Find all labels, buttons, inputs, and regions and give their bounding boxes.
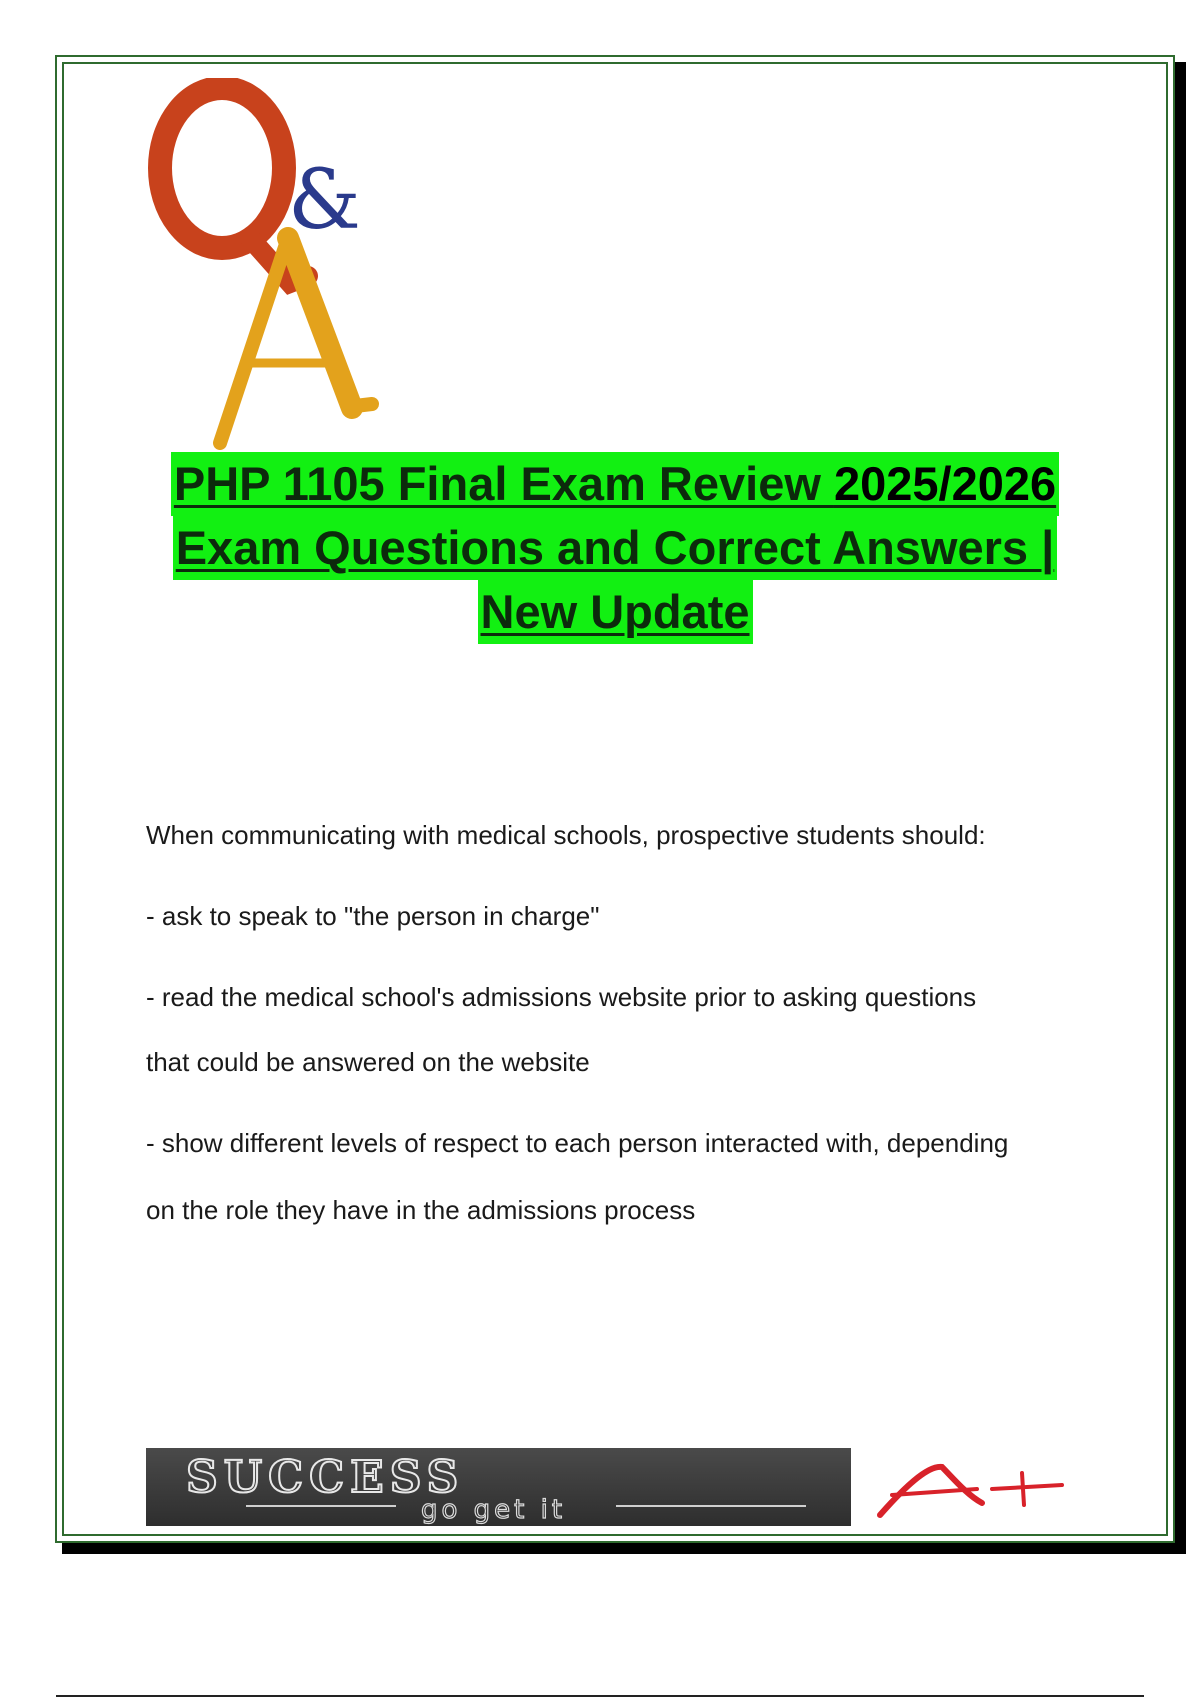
document-title — [120, 452, 1110, 644]
option-2-line-2: that could be answered on the website — [146, 1047, 590, 1077]
banner-tagline: go get it — [421, 1495, 567, 1525]
a-plus-mark — [872, 1455, 1067, 1525]
title-line-1 — [171, 452, 1059, 516]
banner-word: SUCCESS — [186, 1452, 465, 1503]
title-line-3: New Update — [478, 580, 753, 644]
logo-q — [160, 88, 284, 248]
bottom-rule — [56, 1695, 1144, 1697]
option-1-line-1: - ask to speak to "the person in charge" — [146, 901, 600, 931]
qa-logo — [140, 78, 400, 450]
logo-ampersand: & — [288, 153, 361, 248]
option-3-line-1: - show different levels of respect to each person interacted with, depending — [146, 1128, 1009, 1158]
option-2-line-1: - read the medical school's admissions website prior to asking questions — [146, 982, 977, 1012]
success-banner — [146, 1448, 851, 1526]
title-line-1-prefix: PHP 1105 Final Exam Review — [173, 457, 834, 510]
title-year: 2025/2026 — [833, 457, 1057, 510]
option-3-line-2: on the role they have in the admissions process — [146, 1195, 696, 1225]
question-prompt: When communicating with medical schools, prospective students should: — [146, 820, 986, 850]
title-line-2: Exam Questions and Correct Answers | — [173, 516, 1058, 580]
